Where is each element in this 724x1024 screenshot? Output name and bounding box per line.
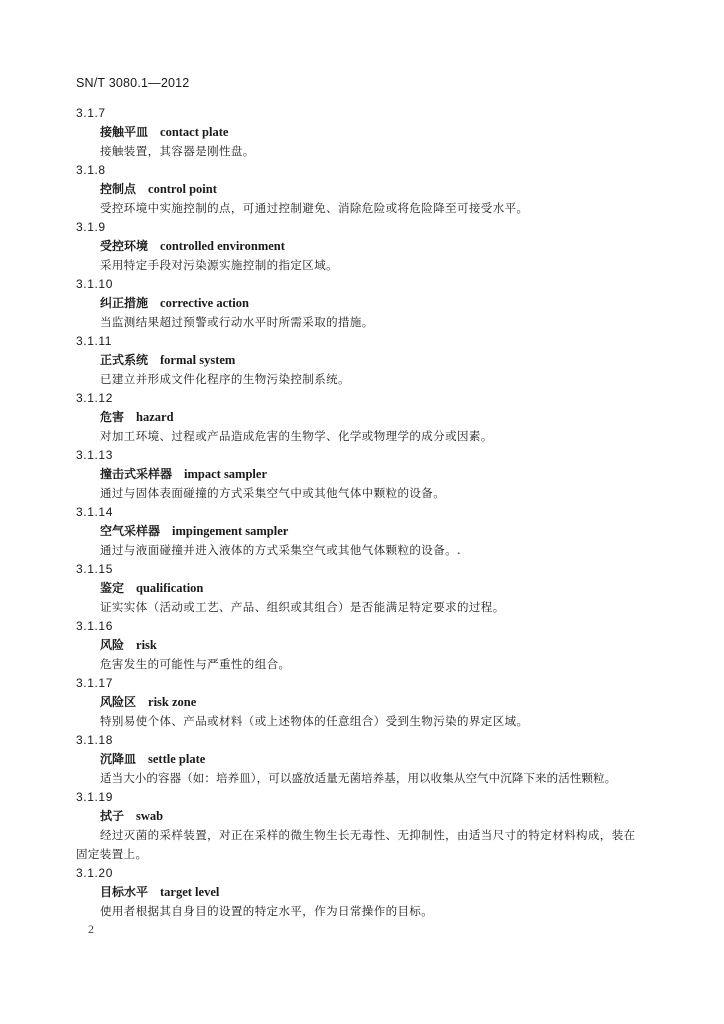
- term-english: impact sampler: [184, 467, 267, 481]
- clause-number: 3.1.7: [76, 106, 106, 120]
- clause-number: 3.1.17: [76, 676, 113, 690]
- clause-number: 3.1.8: [76, 163, 106, 177]
- term-heading: [76, 883, 642, 902]
- term-english: qualification: [136, 581, 204, 595]
- term-definition: 对加工环境、过程或产品造成危害的生物学、化学或物理学的成分或因素。: [100, 429, 493, 443]
- term-entry-3-1-18: [76, 731, 642, 788]
- clause-number: 3.1.12: [76, 391, 113, 405]
- clause-number: 3.1.10: [76, 277, 113, 291]
- term-heading: [76, 465, 642, 484]
- term-definition: 已建立并形成文件化程序的生物污染控制系统。: [100, 372, 350, 386]
- term-entry-3-1-10: [76, 275, 642, 332]
- term-entry-3-1-16: [76, 617, 642, 674]
- term-chinese: 沉降皿: [100, 752, 137, 766]
- term-chinese: 目标水平: [100, 885, 149, 899]
- term-heading: [76, 636, 642, 655]
- term-english: settle plate: [148, 752, 206, 766]
- term-heading: [76, 522, 642, 541]
- term-heading: [76, 180, 642, 199]
- term-chinese: 拭子: [100, 809, 125, 823]
- clause-number: 3.1.15: [76, 562, 113, 576]
- term-entry-3-1-14: [76, 503, 642, 560]
- term-chinese: 受控环境: [100, 239, 149, 253]
- clause-number: 3.1.18: [76, 733, 113, 747]
- clause-number: 3.1.14: [76, 505, 113, 519]
- term-entry-3-1-7: [76, 104, 642, 161]
- term-definition: 危害发生的可能性与严重性的组合。: [100, 657, 291, 671]
- term-definition: 经过灭菌的采样装置，对正在采样的微生物生长无毒性、无抑制性，由适当尺寸的特定材料构成，装在固定装置上。: [76, 828, 636, 861]
- clause-number: 3.1.20: [76, 866, 113, 880]
- term-definition: 接触装置，其容器是刚性盘。: [100, 144, 255, 158]
- clause-number: 3.1.13: [76, 448, 113, 462]
- term-english: formal system: [160, 353, 236, 367]
- term-definition: 使用者根据其自身目的设置的特定水平，作为日常操作的目标。: [100, 904, 434, 918]
- term-chinese: 控制点: [100, 182, 137, 196]
- term-definition: 通过与固体表面碰撞的方式采集空气中或其他气体中颗粒的设备。: [100, 486, 446, 500]
- term-chinese: 撞击式采样器: [100, 467, 173, 481]
- term-heading: [76, 693, 642, 712]
- terms-list: [76, 104, 642, 921]
- term-chinese: 纠正措施: [100, 296, 149, 310]
- term-heading: [76, 579, 642, 598]
- term-chinese: 接触平皿: [100, 125, 149, 139]
- term-entry-3-1-19: [76, 788, 642, 864]
- term-chinese: 危害: [100, 410, 125, 424]
- term-definition: 证实实体（活动或工艺、产品、组织或其组合）是否能满足特定要求的过程。: [100, 600, 505, 614]
- term-english: risk zone: [148, 695, 197, 709]
- clause-number: 3.1.19: [76, 790, 113, 804]
- term-english: control point: [148, 182, 217, 196]
- term-english: impingement sampler: [172, 524, 289, 538]
- term-heading: [76, 408, 642, 427]
- term-entry-3-1-15: [76, 560, 642, 617]
- term-chinese: 风险: [100, 638, 125, 652]
- term-entry-3-1-20: [76, 864, 642, 921]
- term-heading: [76, 123, 642, 142]
- term-chinese: 空气采样器: [100, 524, 161, 538]
- term-definition: 受控环境中实施控制的点，可通过控制避免、消除危险或将危险降至可接受水平。: [100, 201, 529, 215]
- term-heading: [76, 237, 642, 256]
- term-entry-3-1-12: [76, 389, 642, 446]
- term-english: target level: [160, 885, 220, 899]
- term-entry-3-1-9: [76, 218, 642, 275]
- term-heading: [76, 750, 642, 769]
- clause-number: 3.1.11: [76, 334, 113, 348]
- term-english: corrective action: [160, 296, 249, 310]
- term-english: contact plate: [160, 125, 229, 139]
- clause-number: 3.1.16: [76, 619, 113, 633]
- term-definition: 当监测结果超过预警或行动水平时所需采取的措施。: [100, 315, 374, 329]
- term-entry-3-1-8: [76, 161, 642, 218]
- standard-code-header: SN/T 3080.1—2012: [76, 76, 190, 90]
- term-heading: [76, 807, 642, 826]
- term-chinese: 正式系统: [100, 353, 149, 367]
- page-number: 2: [88, 922, 94, 936]
- term-english: risk: [136, 638, 157, 652]
- term-heading: [76, 294, 642, 313]
- term-entry-3-1-11: [76, 332, 642, 389]
- term-definition: 特别易使个体、产品或材料（或上述物体的任意组合）受到生物污染的界定区域。: [100, 714, 529, 728]
- term-definition: 采用特定手段对污染源实施控制的指定区域。: [100, 258, 338, 272]
- term-definition: 适当大小的容器（如：培养皿），可以盛放适量无菌培养基，用以收集从空气中沉降下来的活性颗粒。: [100, 771, 617, 785]
- term-english: swab: [136, 809, 164, 823]
- term-definition: 通过与液面碰撞并进入液体的方式采集空气或其他气体颗粒的设备。.: [100, 543, 462, 557]
- term-english: hazard: [136, 410, 174, 424]
- term-chinese: 风险区: [100, 695, 137, 709]
- term-entry-3-1-17: [76, 674, 642, 731]
- clause-number: 3.1.9: [76, 220, 106, 234]
- term-chinese: 鉴定: [100, 581, 125, 595]
- term-entry-3-1-13: [76, 446, 642, 503]
- term-english: controlled environment: [160, 239, 285, 253]
- term-heading: [76, 351, 642, 370]
